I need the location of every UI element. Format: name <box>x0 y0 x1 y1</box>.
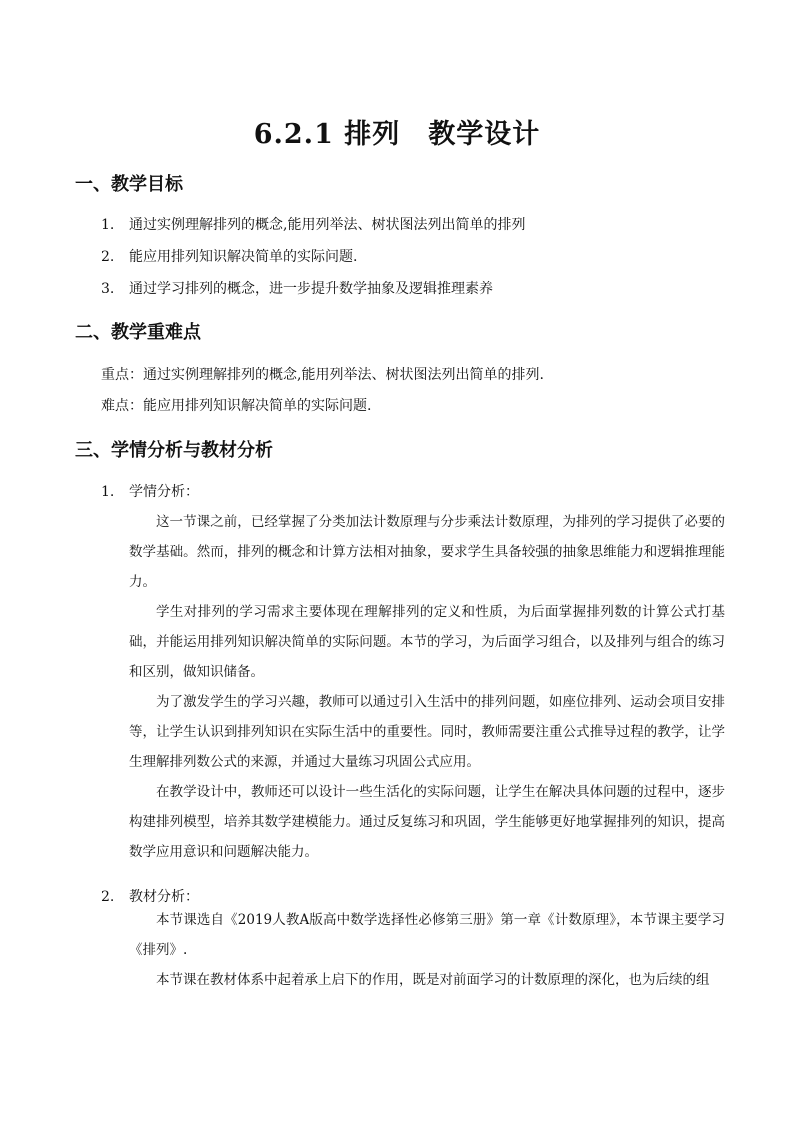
title-suffix: 教学设计 <box>428 119 541 150</box>
list-number: 2. <box>101 249 115 265</box>
list-number: 2. <box>101 889 115 905</box>
list-item <box>101 246 357 266</box>
paragraph: 本节课选自《2019人教A版高中数学选择性必修第三册》第一章《计数原理》，本节课主要学习《排列》. <box>129 912 725 958</box>
list-text: 通过实例理解排列的概念,能用列举法、树状图法列出简单的排列 <box>129 217 526 233</box>
key-point-text: 重点：通过实例理解排列的概念,能用列举法、树状图法列出简单的排列. <box>101 367 544 383</box>
list-item <box>101 214 525 234</box>
list-text: 通过学习排列的概念，进一步提升数学抽象及逻辑推理素养 <box>129 281 493 297</box>
subsection-label: 教材分析： <box>129 889 199 905</box>
section-heading-key-points: 二、教学重难点 <box>75 322 201 343</box>
subsection-student-analysis <box>101 481 199 501</box>
list-item <box>101 278 493 298</box>
list-text: 能应用排列知识解决简单的实际问题. <box>129 249 358 265</box>
subsection-label: 学情分析： <box>129 484 199 500</box>
paragraph: 这一节课之前，已经掌握了分类加法计数原理与分步乘法计数原理，为排列的学习提供了必要的数学基础。然而，排列的概念和计算方法相对抽象，要求学生具备较强的抽象思维能力和逻辑推理能力。 <box>129 514 725 590</box>
paragraph: 为了激发学生的学习兴趣，教师可以通过引入生活中的排列问题，如座位排列、运动会项目安排等，让学生认识到排列知识在实际生活中的重要性。同时，教师需要注重公式推导过程的教学，让学生理解排列数公式的来源，并通过大量练习巩固公式应用。 <box>129 694 725 770</box>
paragraph: 学生对排列的学习需求主要体现在理解排列的定义和性质，为后面掌握排列数的计算公式打基础，并能运用排列知识解决简单的实际问题。本节的学习，为后面学习组合，以及排列与组合的练习和区别，做知识储备。 <box>129 604 725 680</box>
paragraph: 本节课在教材体系中起着承上启下的作用，既是对前面学习的计数原理的深化，也为后续的组 <box>156 972 710 988</box>
section-heading-analysis: 三、学情分析与教材分析 <box>75 440 273 461</box>
section-heading-objectives: 一、教学目标 <box>75 174 183 195</box>
paragraph: 在教学设计中，教师还可以设计一些生活化的实际问题，让学生在解决具体问题的过程中，逐步构建排列模型，培养其数学建模能力。通过反复练习和巩固，学生能够更好地掌握排列的知识，提高数学应用意识和问题解决能力。 <box>129 784 725 860</box>
list-number: 3. <box>101 281 115 297</box>
list-number: 1. <box>101 484 115 500</box>
title-number: 6.2.1 <box>253 119 334 150</box>
subsection-textbook-analysis <box>101 886 199 906</box>
difficult-point-text: 难点：能应用排列知识解决简单的实际问题. <box>101 398 372 414</box>
list-number: 1. <box>101 217 115 233</box>
document-title <box>0 112 794 151</box>
title-name: 排列 <box>344 119 401 150</box>
